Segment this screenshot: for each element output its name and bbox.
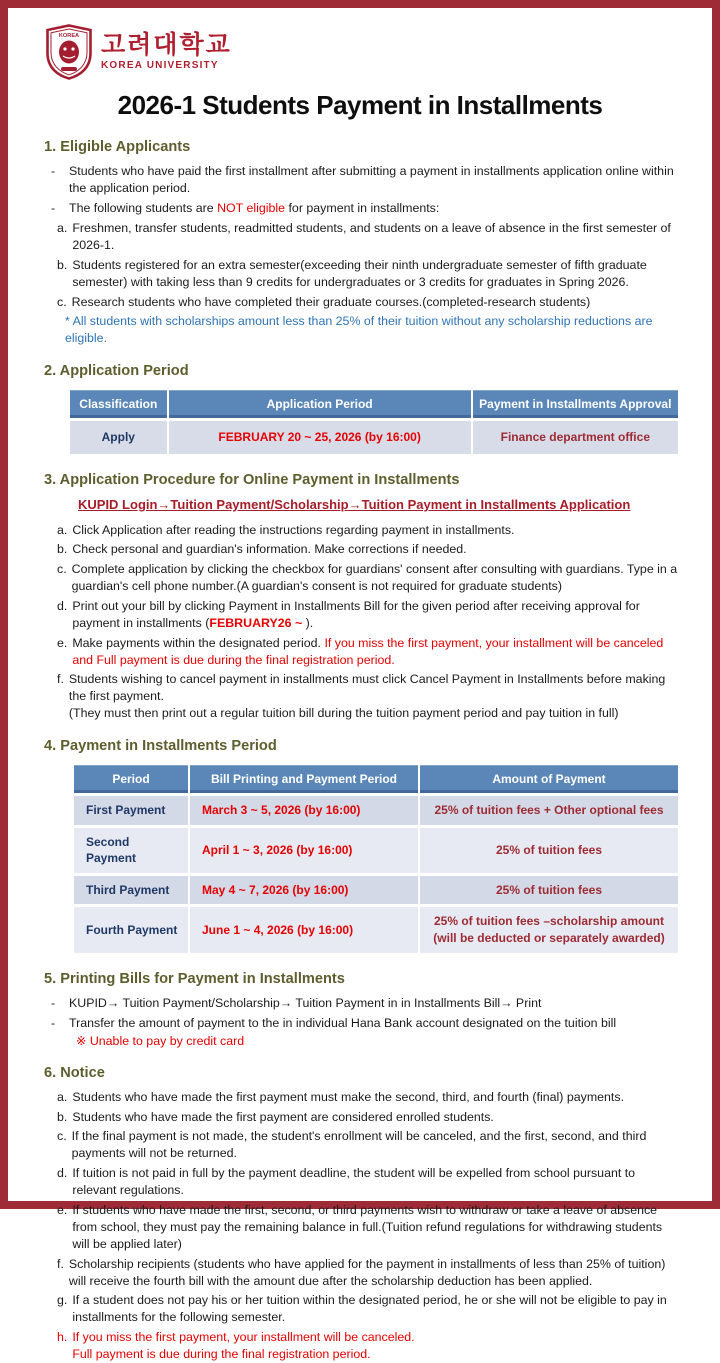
item-text — [72, 1329, 678, 1363]
cell-approval-office: Finance department office — [473, 421, 678, 454]
header-cell-classification: Classification — [70, 390, 167, 419]
item-text: Students who have made the first payment are considered enrolled students. — [72, 1109, 494, 1124]
item-text — [72, 635, 678, 669]
ineligible-item-b — [42, 257, 678, 291]
logo-korean-name: 고려대학교 — [101, 31, 232, 59]
item-label: c. — [57, 294, 67, 309]
cell-dates: March 3 ~ 5, 2026 (by 16:00) — [190, 796, 418, 825]
procedure-item-c — [42, 561, 678, 595]
item-label: e. — [57, 1202, 68, 1217]
cell-apply: Apply — [70, 421, 167, 454]
procedure-item-d — [42, 598, 678, 632]
header-cell-period: Period — [74, 765, 188, 794]
transfer-text: Transfer the amount of payment to the in individual Hana Bank account designated on the tuition bill — [69, 1015, 617, 1030]
h-line1: If you miss the first payment, your installment will be canceled. — [72, 1330, 415, 1345]
item-text: Scholarship recipients (students who have applied for the payment in installments of less than 25% of tuition) will receive the fourth bill with the amount due after the scholarship deduction has been applied. — [68, 1256, 666, 1288]
cell-amount: 25% of tuition fees — [420, 828, 678, 873]
dash-bullet: - — [51, 1015, 56, 1030]
item-text — [72, 598, 678, 632]
item-label: d. — [57, 598, 68, 613]
item-label: e. — [57, 635, 68, 650]
cell-amount: 25% of tuition fees + Other optional fees — [420, 796, 678, 825]
notice-item-g — [42, 1292, 678, 1326]
cell-amount: 25% of tuition fees — [420, 876, 678, 905]
eligible-bullet-2 — [42, 200, 678, 217]
item-label: b. — [57, 542, 68, 557]
notice-item-b — [42, 1109, 678, 1126]
cell-period: Third Payment — [74, 876, 188, 905]
f-line1: Students wishing to cancel payment in installments must click Cancel Payment in Installments before making the first payment. — [68, 672, 666, 704]
d-deadline-red: FEBRUARY26 ~ — [209, 615, 303, 630]
header-cell-bill-printing: Bill Printing and Payment Period — [190, 765, 418, 794]
cell-period: Second Payment — [74, 828, 188, 873]
eligible-bullet-2-text — [69, 200, 439, 217]
table-header-row — [70, 390, 678, 419]
item-label: b. — [57, 1109, 68, 1124]
cell-period: Fourth Payment — [74, 907, 188, 952]
notice-item-a — [42, 1089, 678, 1106]
h-line2: Full payment is due during the final registration period. — [72, 1347, 371, 1362]
korea-university-logo — [46, 24, 678, 80]
cell-dates: June 1 ~ 4, 2026 (by 16:00) — [190, 907, 418, 952]
not-eligible-post: for payment in installments: — [285, 201, 440, 216]
cell-application-dates: FEBRUARY 20 ~ 25, 2026 (by 16:00) — [169, 421, 471, 454]
table-row-third-payment — [74, 876, 678, 905]
scholarship-note — [42, 313, 678, 347]
item-label: d. — [57, 1166, 68, 1181]
notice-item-d — [42, 1165, 678, 1199]
item-text: Students who have made the first payment must make the second, third, and fourth (final) payments. — [72, 1090, 625, 1105]
notice-item-f — [42, 1256, 678, 1290]
f-line2: (They must then print out a regular tuition bill during the tuition payment period and pay tuition in full) — [68, 706, 619, 721]
university-crest-icon — [46, 24, 92, 80]
cell-dates: April 1 ~ 3, 2026 (by 16:00) — [190, 828, 418, 873]
cell-period: First Payment — [74, 796, 188, 825]
ineligible-item-c — [42, 294, 678, 311]
application-period-table — [68, 387, 680, 457]
section-1-heading: 1. Eligible Applicants — [44, 138, 191, 155]
dash-bullet: - — [51, 164, 56, 178]
notice-page — [8, 8, 712, 1363]
cell-dates: May 4 ~ 7, 2026 (by 16:00) — [190, 876, 418, 905]
section-2-heading: 2. Application Period — [44, 362, 189, 379]
printing-bullet-1 — [42, 995, 678, 1012]
procedure-item-e — [42, 635, 678, 669]
item-label: a. — [57, 1090, 68, 1105]
header-cell-application-period: Application Period — [169, 390, 471, 419]
section-5-heading: 5. Printing Bills for Payment in Installments — [44, 970, 345, 987]
procedure-item-f — [42, 671, 678, 722]
notice-item-e — [42, 1202, 678, 1253]
ineligible-item-a — [42, 220, 678, 254]
item-label: f. — [57, 1256, 64, 1271]
page-title: 2026-1 Students Payment in Installments — [117, 90, 603, 120]
table-row-first-payment — [74, 796, 678, 825]
d-pre: Print out your bill by clicking Payment in Installments Bill for the given period after receiving approval for payment in installments ( — [72, 598, 640, 630]
item-text: Click Application after reading the instructions regarding payment in installments. — [72, 522, 515, 537]
item-label: c. — [57, 1129, 67, 1144]
dash-bullet: - — [51, 995, 56, 1010]
table-row-second-payment — [74, 828, 678, 873]
table-row — [70, 421, 678, 454]
notice-item-h — [42, 1329, 678, 1363]
item-label: h. — [57, 1330, 68, 1345]
section-4-heading: 4. Payment in Installments Period — [44, 737, 277, 754]
item-text: If students who have made the first, second, or third payments wish to withdraw or take a leave of absence from school, they must pay the remaining balance in full.(Tuition refund regulations for withdrawing students will be applied later) — [72, 1202, 663, 1251]
item-label: f. — [57, 672, 64, 687]
scholarship-note-text: * All students with scholarships amount less than 25% of their tuition without any scholarship reductions are eligible. — [65, 314, 653, 346]
printing-bullet-2 — [42, 1015, 678, 1032]
kupid-navigation-path: KUPID Login→Tuition Payment/Scholarship→Tuition Payment in Installments Application — [78, 496, 631, 512]
item-text: If a student does not pay his or her tuition within the designated period, he or she will not be eligible to pay in installments for the following semester. — [72, 1293, 667, 1325]
item-label: a. — [57, 221, 68, 236]
item-label: b. — [57, 258, 68, 273]
printing-path-text: KUPID→ Tuition Payment/Scholarship→ Tuition Payment in in Installments Bill→ Print — [69, 995, 542, 1010]
item-text: If the final payment is not made, the student's enrollment will be canceled, and the first, second, and third payments will not be returned. — [71, 1129, 647, 1161]
section-6-heading: 6. Notice — [44, 1064, 105, 1081]
installments-period-table — [72, 762, 680, 956]
eligible-bullet-1 — [42, 163, 678, 197]
item-label: g. — [57, 1293, 68, 1308]
dash-bullet: - — [51, 201, 56, 216]
header-cell-amount: Amount of Payment — [420, 765, 678, 794]
not-eligible-pre: The following students are — [69, 201, 218, 216]
cell-amount: 25% of tuition fees –scholarship amount (will be deducted or separately awarded) — [420, 907, 678, 952]
item-label: a. — [57, 522, 68, 537]
item-text — [69, 671, 678, 722]
table-row-fourth-payment — [74, 907, 678, 952]
item-text: Complete application by clicking the checkbox for guardians' consent after consulting with guardians. Type in a guardian's cell phone number.(A guardian's consent is not required for graduate students) — [71, 562, 678, 594]
table-header-row — [74, 765, 678, 794]
item-text: If tuition is not paid in full by the payment deadline, the student will be expelled from school pursuant to relevant regulations. — [72, 1166, 636, 1198]
item-text: Check personal and guardian's information. Make corrections if needed. — [72, 542, 467, 557]
notice-item-c — [42, 1128, 678, 1162]
procedure-item-b — [42, 541, 678, 558]
credit-card-note: ※ Unable to pay by credit card — [76, 1033, 245, 1048]
item-label: c. — [57, 562, 67, 577]
item-text: Freshmen, transfer students, readmitted students, and students on a leave of absence in the first semester of 2026-1. — [72, 221, 671, 253]
e-warning-red: If you miss the first payment, your installment will be canceled and Full payment is due during the final registration period. — [72, 635, 664, 667]
procedure-item-a — [42, 522, 678, 539]
logo-english-name: KOREA UNIVERSITY — [101, 60, 219, 71]
section-3-heading: 3. Application Procedure for Online Payment in Installments — [44, 471, 460, 488]
item-text: Research students who have completed their graduate courses.(completed-research students) — [71, 294, 591, 309]
e-pre: Make payments within the designated period. — [72, 635, 325, 650]
not-eligible-red: NOT eligible — [217, 201, 286, 216]
eligible-bullet-1-text: Students who have paid the first installment after submitting a payment in installments application online within the application period. — [69, 164, 674, 196]
header-cell-approval: Payment in Installments Approval — [473, 390, 678, 419]
svg-text:KOREA: KOREA — [58, 33, 80, 39]
logo-text — [101, 33, 232, 71]
item-text: Students registered for an extra semester(exceeding their ninth undergraduate semester of fifth graduate semester) with taking less than 9 credits for undergraduates or 3 credits for graduates in Spring 2026. — [72, 258, 647, 290]
d-post: ). — [302, 615, 314, 630]
